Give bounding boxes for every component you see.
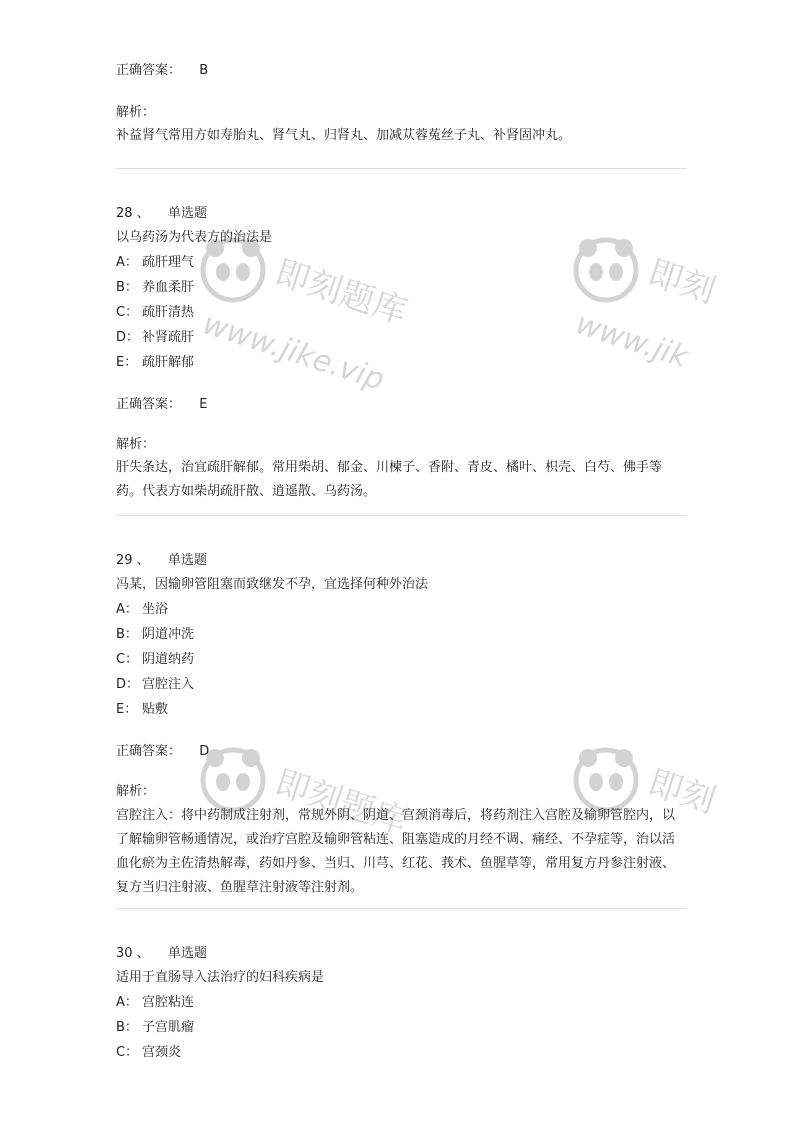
q29-stem: 冯某，因输卵管阻塞而致继发不孕，宜选择何种外治法 (116, 577, 429, 592)
answer-value: B (199, 63, 209, 78)
q30-header (116, 945, 207, 963)
option-key: B： (116, 280, 138, 295)
watermark-brand: 即刻 (643, 252, 721, 312)
option-key: A： (116, 255, 138, 270)
q28-answer-line (116, 396, 208, 414)
q29-analysis-label: 解析： (116, 784, 156, 799)
question-type: 单选题 (167, 206, 207, 221)
watermark-brand: 即刻题库 (270, 252, 412, 333)
q29-option-d (116, 676, 194, 694)
answer-value: D (199, 744, 210, 759)
question-type: 单选题 (167, 946, 207, 961)
option-text: 坐浴 (142, 602, 169, 617)
q30-stem: 适用于直肠导入法治疗的妇科疾病是 (116, 970, 325, 985)
divider (116, 908, 686, 909)
watermark-brand: 即刻 (643, 762, 721, 822)
option-key: D： (116, 677, 140, 692)
q27-answer-line (116, 62, 208, 80)
q28-analysis-label: 解析： (116, 437, 156, 452)
q28-option-c (116, 304, 194, 322)
answer-label: 正确答案： (116, 63, 182, 78)
q28-header (116, 205, 207, 223)
watermark-site: www.jik (571, 306, 692, 376)
q28-option-e (116, 354, 194, 372)
option-key: D： (116, 330, 140, 345)
panda-logo-icon (203, 749, 263, 810)
q30-option-c (116, 1044, 181, 1062)
q28-analysis-text: 肝失条达，治宜疏肝解郁。常用柴胡、郁金、川楝子、香附、青皮、橘叶、枳壳、白芍、佛手等药。代表方如柴胡疏肝散、逍遥散、乌药汤。 (116, 460, 663, 499)
option-key: A： (116, 995, 138, 1010)
option-key: B： (116, 627, 138, 642)
option-key: C： (116, 1045, 139, 1060)
question-number: 28 、 (116, 206, 150, 221)
q28-option-b (116, 279, 194, 297)
option-text: 阴道冲洗 (142, 627, 195, 642)
panda-logo-icon (203, 239, 263, 300)
q29-option-b (116, 626, 194, 644)
option-text: 疏肝理气 (142, 255, 195, 270)
option-text: 子宫肌瘤 (142, 1020, 195, 1035)
option-key: E： (116, 702, 138, 717)
option-text: 宫腔粘连 (142, 995, 195, 1010)
answer-value: E (199, 397, 208, 412)
q29-option-c (116, 651, 194, 669)
watermark-site: www.jike.vip (198, 306, 389, 398)
watermark-right-top (568, 230, 721, 390)
panda-logo-icon (576, 749, 636, 810)
q29-answer-line (116, 743, 209, 761)
q27-analysis-text: 补益肾气常用方如寿胎丸、肾气丸、归肾丸、加减苁蓉菟丝子丸、补肾固冲丸。 (116, 128, 572, 143)
option-key: C： (116, 652, 139, 667)
option-text: 补肾疏肝 (142, 330, 195, 345)
q28-stem: 以乌药汤为代表方的治法是 (116, 230, 273, 245)
q29-option-e (116, 701, 168, 719)
watermark-left-top (195, 230, 435, 398)
q29-analysis-text: 宫腔注入：将中药制成注射剂，常规外阴、阴道、宫颈消毒后，将药剂注入宫腔及输卵管腔内，以了解输卵管畅通情况，或治疗宫腔及输卵管粘连、阻塞造成的月经不调、痛经、不孕症等，治以活血化瘀为主佐清热解毒，药如丹参、当归、川芎、红花、莪术、鱼腥草等，常用复方丹参注射液、复方当归注射液、鱼腥草注射液等注射剂。 (116, 808, 676, 895)
option-text: 疏肝清热 (142, 305, 195, 320)
q30-option-b (116, 1019, 194, 1037)
question-type: 单选题 (167, 553, 207, 568)
option-key: A： (116, 602, 138, 617)
option-text: 贴敷 (142, 702, 169, 717)
option-text: 阴道纳药 (142, 652, 195, 667)
panda-logo-icon (576, 239, 636, 300)
option-text: 宫颈炎 (142, 1045, 182, 1060)
divider (116, 515, 686, 516)
divider (116, 168, 686, 169)
option-key: E： (116, 355, 138, 370)
q29-header (116, 552, 207, 570)
option-key: C： (116, 305, 139, 320)
option-key: B： (116, 1020, 138, 1035)
answer-label: 正确答案： (116, 744, 182, 759)
question-number: 29 、 (116, 553, 150, 568)
q28-option-a (116, 254, 194, 272)
q30-option-a (116, 994, 194, 1012)
option-text: 疏肝解郁 (142, 355, 195, 370)
option-text: 宫腔注入 (142, 677, 195, 692)
question-number: 30 、 (116, 946, 150, 961)
q28-option-d (116, 329, 194, 347)
watermark-brand: 即刻题库 (270, 762, 412, 843)
q29-option-a (116, 601, 168, 619)
answer-label: 正确答案： (116, 397, 182, 412)
option-text: 养血柔肝 (142, 280, 195, 295)
q27-analysis-label: 解析： (116, 105, 156, 120)
